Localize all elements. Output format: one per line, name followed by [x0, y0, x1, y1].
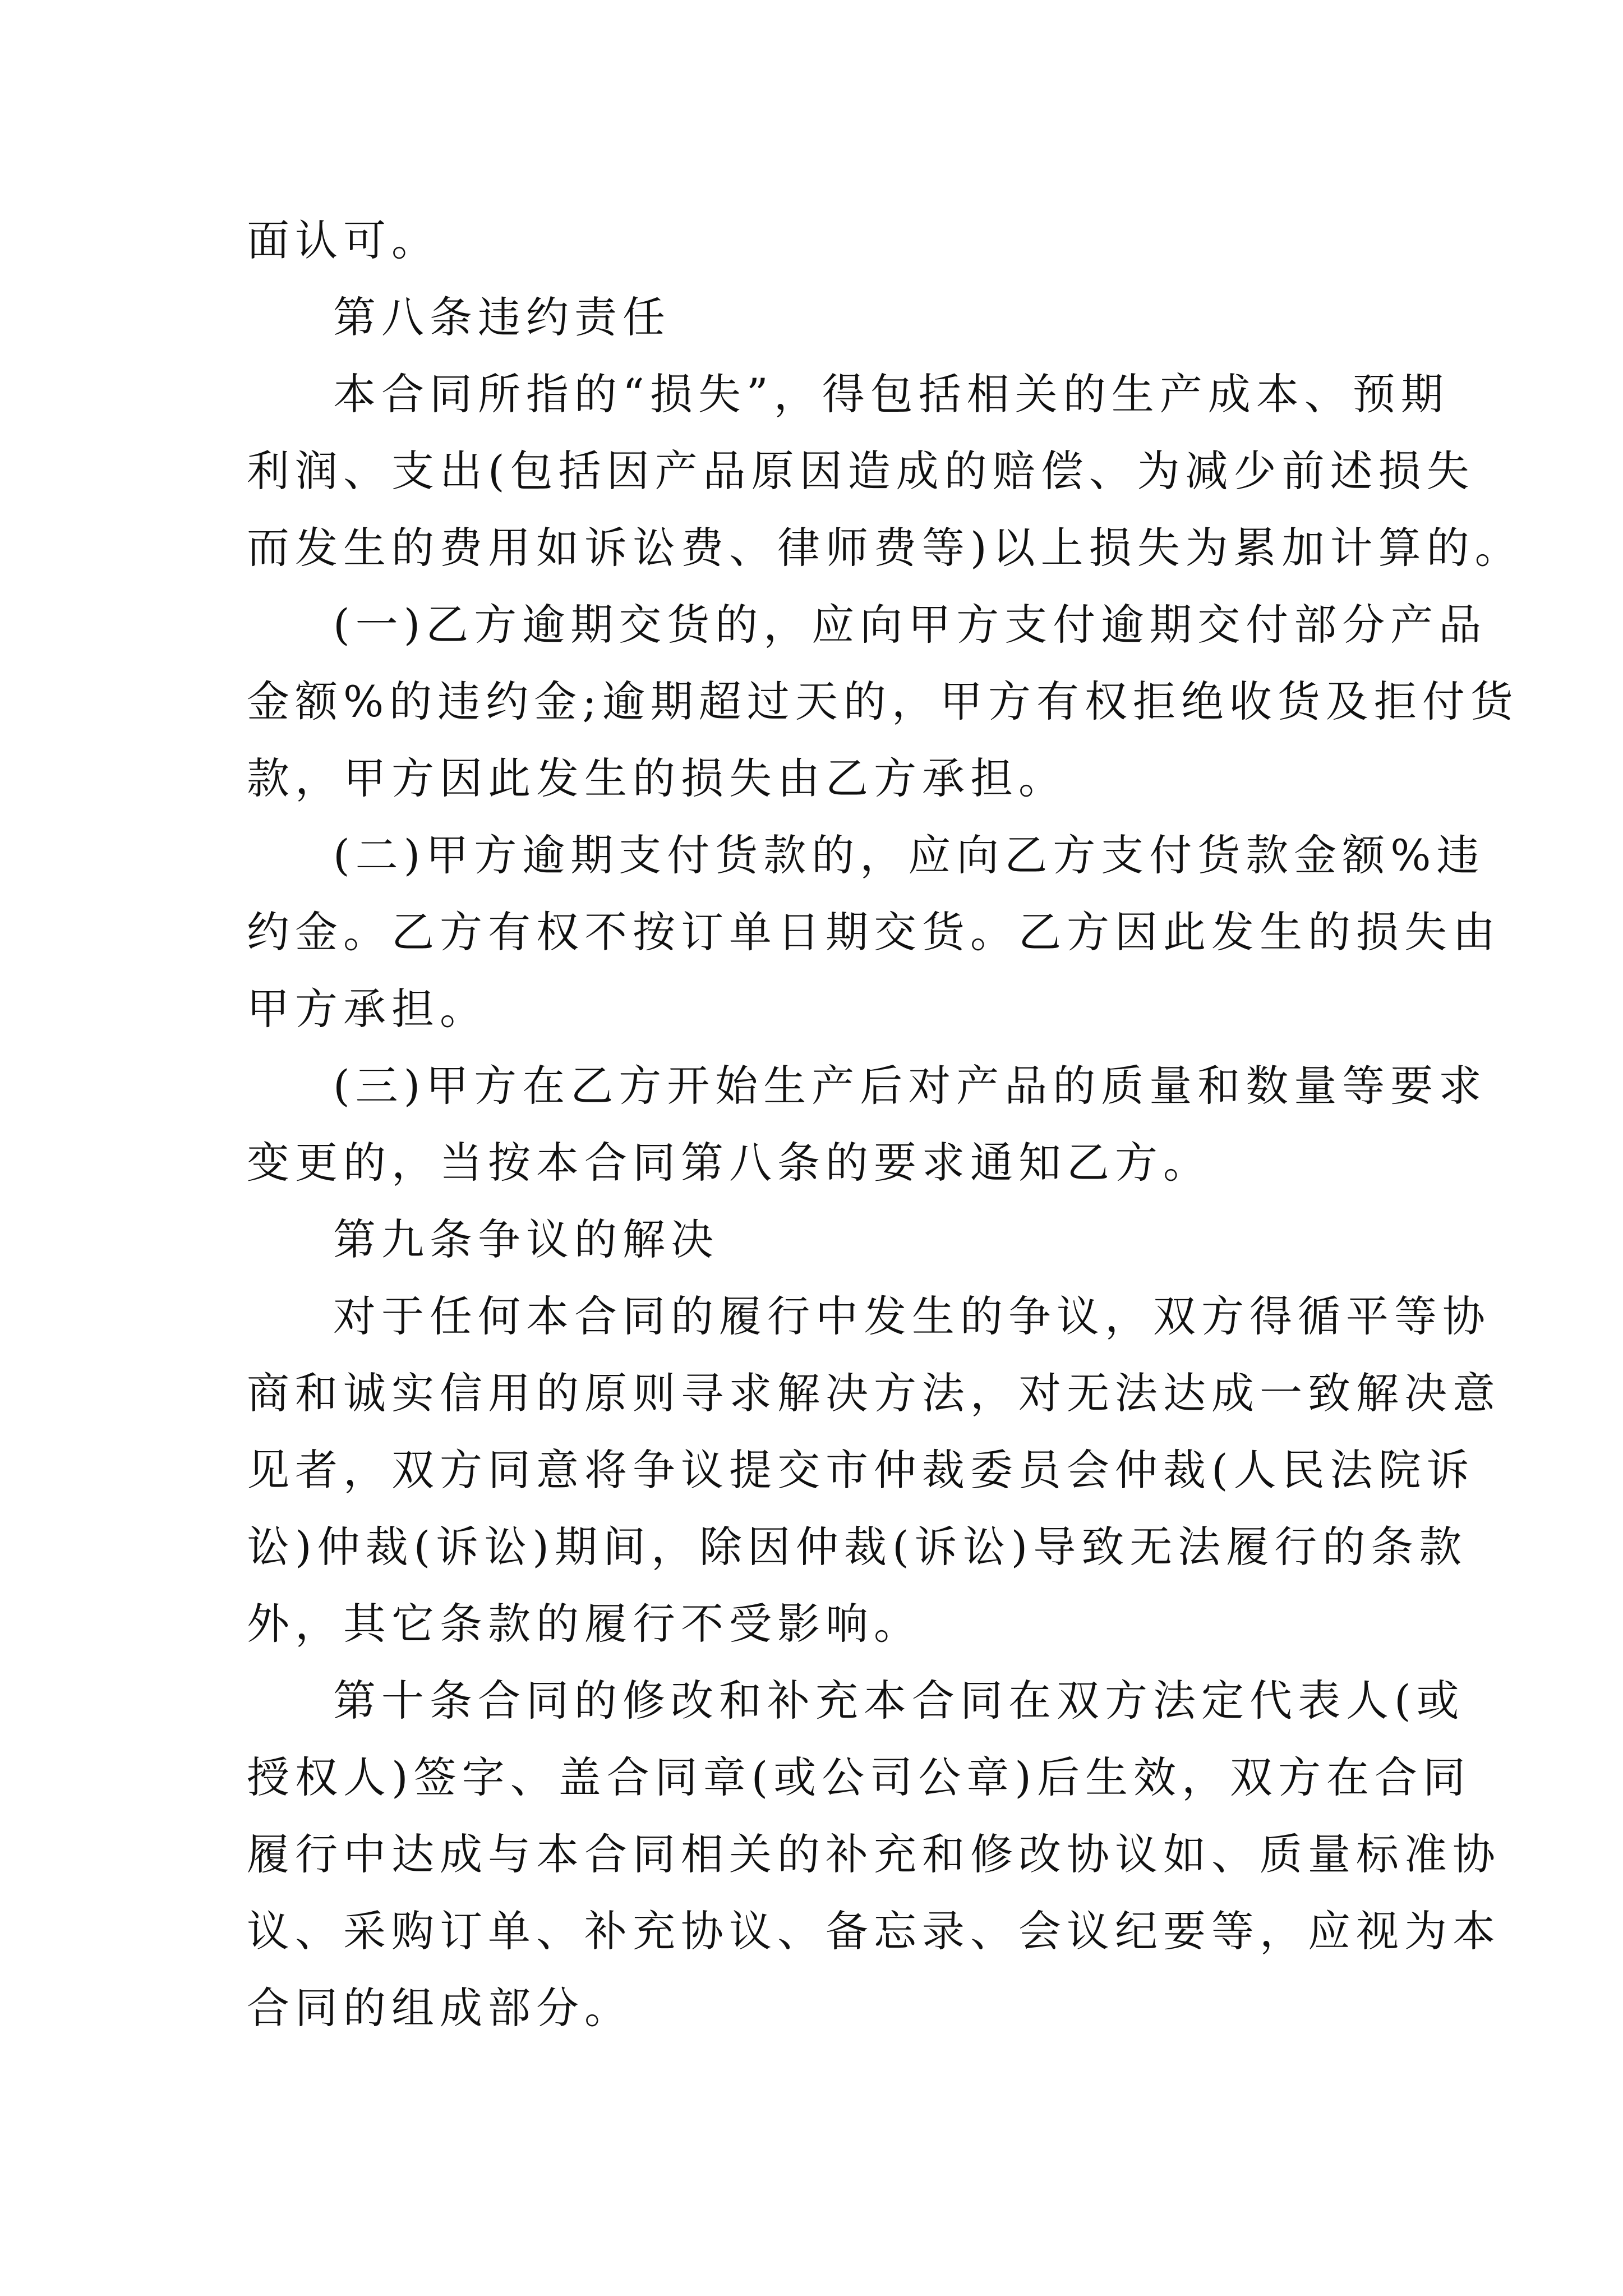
- clause-item-1: (一)乙方逾期交货的，应向甲方支付逾期交付部分产品: [333, 600, 1487, 650]
- document-body: [247, 202, 1523, 2046]
- text-line: 见者，双方同意将争议提交市仲裁委员会仲裁(人民法院诉: [247, 1445, 1475, 1495]
- text-line: 授权人)签字、盖合同章(或公司公章)后生效，双方在合同: [247, 1752, 1471, 1802]
- clause-item-3: (三)甲方在乙方开始生产后对产品的质量和数量等要求: [333, 1061, 1487, 1111]
- text-line: 甲方承担。: [247, 984, 488, 1034]
- text-line: 对于任何本合同的履行中发生的争议，双方得循平等协: [333, 1291, 1491, 1341]
- text-line: 外，其它条款的履行不受影响。: [247, 1599, 922, 1649]
- text-line: 讼)仲裁(诉讼)期间，除因仲裁(诉讼)导致无法履行的条款: [247, 1522, 1468, 1572]
- text-line: 履行中达成与本合同相关的补充和修改协议如、质量标准协: [247, 1829, 1501, 1879]
- text-line: 议、采购订单、补充协议、备忘录、会议纪要等，应视为本: [247, 1906, 1501, 1956]
- text-line: 本合同所指的“损失”，得包括相关的生产成本、预期: [333, 369, 1449, 419]
- text-line: 款，甲方因此发生的损失由乙方承担。: [247, 753, 1067, 803]
- section-heading-9: 第九条争议的解决: [333, 1214, 719, 1264]
- clause-item-2: (二)甲方逾期支付货款的，应向乙方支付货款金额%违: [333, 830, 1485, 880]
- text-line: 面认可。: [247, 215, 440, 265]
- text-line: 商和诚实信用的原则寻求解决方法，对无法达成一致解决意: [247, 1368, 1501, 1418]
- section-heading-10: 第十条合同的修改和补充本合同在双方法定代表人(或: [333, 1676, 1465, 1726]
- text-line: 变更的，当按本合同第八条的要求通知乙方。: [247, 1138, 1211, 1188]
- text-line: 约金。乙方有权不按订单日期交货。乙方因此发生的损失由: [247, 907, 1501, 957]
- text-line: 而发生的费用如诉讼费、律师费等)以上损失为累加计算的。: [247, 523, 1523, 573]
- text-line: 金额%的违约金;逾期超过天的，甲方有权拒绝收货及拒付货: [247, 677, 1519, 726]
- text-line: 利润、支出(包括因产品原因造成的赔偿、为减少前述损失: [247, 446, 1475, 496]
- section-heading-8: 第八条违约责任: [333, 292, 671, 342]
- text-line: 合同的组成部分。: [247, 1983, 633, 2033]
